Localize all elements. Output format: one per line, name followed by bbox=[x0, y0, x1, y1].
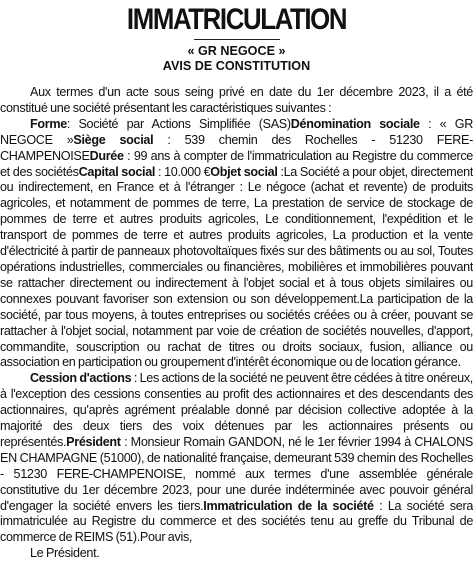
cession-label: Cession d'actions bbox=[30, 371, 132, 386]
president-label: Président bbox=[66, 434, 121, 449]
denomination-label: Dénomination sociale bbox=[290, 116, 420, 131]
notice-heading: IMMATRICULATION bbox=[126, 3, 347, 36]
forme-value: : Société par Actions Simplifiée (SAS) bbox=[66, 116, 291, 131]
cession-value: : Les actions de la société ne peuvent être cédées à titre onéreux, à l'exception des cessions consenties au profit des actionnaires et des descendants des actionnaires, qu'après agrément préalable donné par décision collective adoptée à la majorité des deux tiers des voix détenues par les actionnaires présents ou représentés. bbox=[0, 371, 473, 449]
company-name: « GR NEGOCE » bbox=[187, 44, 286, 58]
intro-paragraph: Aux termes d'un acte sous seing privé en date du 1er décembre 2023, il a été constitué une société présentant les caractéristiques suivantes : bbox=[0, 85, 473, 115]
details-paragraph bbox=[0, 117, 473, 372]
president-value: : Monsieur Romain GANDON, né le 1er février 1994 à CHALONS EN CHAMPAGNE (51000), de nationalité française, demeurant 539 chemin des Rochelles - 51230 FERE-CHAMPENOISE, nommé aux termes d'une assemblée générale constitutive du 1er décembre 2023, pour une durée indéterminée avec pouvoir général d'engager la société envers les tiers. bbox=[0, 434, 473, 513]
forme-label: Forme bbox=[30, 116, 67, 131]
capital-value: : 10.000 € bbox=[155, 164, 211, 179]
immatriculation-label: Immatriculation de la société bbox=[203, 498, 374, 513]
signature: Le Président. bbox=[30, 546, 100, 561]
duree-value: : 99 ans à compter de l'immatriculation au Registre du commerce et des sociétés bbox=[0, 148, 473, 179]
capital-label: Capital social bbox=[78, 164, 156, 179]
siege-label: Siège social bbox=[73, 132, 154, 147]
siege-value: : 539 chemin des Rochelles - 51230 FERE-CHAMPENOISE bbox=[0, 132, 473, 163]
notice-body bbox=[0, 85, 473, 562]
notice-subtitle: AVIS DE CONSTITUTION bbox=[162, 59, 311, 73]
objet-label: Objet social bbox=[210, 164, 278, 179]
title-divider bbox=[194, 39, 280, 40]
duree-label: Durée bbox=[89, 148, 124, 163]
denomination-value: : « GR NEGOCE » bbox=[0, 116, 473, 147]
cession-paragraph bbox=[0, 371, 473, 546]
objet-value: :La Société a pour objet, directement ou indirectement, en France et à l'étranger : Le négoce (achat et revente) de produits agricoles, et notamment de pommes de terre, La prestation de service de stockage de pommes de terre et autres produits agricoles, Le conditionnement, l'expédition et le transport de pommes de terre et autres produits agricoles, La production et la vente d'électricité à partir de panneaux photovoltaïques fixés sur des bâtiments ou au sol, Toutes opérations industrielles, commerciales ou financières, mobilières et immobilières pouvant se rattacher directement ou indirectement à l'objet social et à tous objets similaires ou connexes pouvant favoriser son extension ou son développement.La participation de la société, par tous moyens, à toutes entreprises ou sociétés créées ou à créer, pouvant se rattacher à l'objet social, notamment par voie de création de sociétés nouvelles, d'apport, commandite, souscription ou rachat de titres ou droits sociaux, fusion, alliance ou association en participation ou groupement d'intérêt économique ou de location gérance. bbox=[0, 164, 473, 370]
immatriculation-value: : La société sera immatriculée au Registre du commerce et des sociétés tenu au greffe du Tribunal de commerce de REIMS (51).Pour avis, bbox=[0, 498, 473, 545]
